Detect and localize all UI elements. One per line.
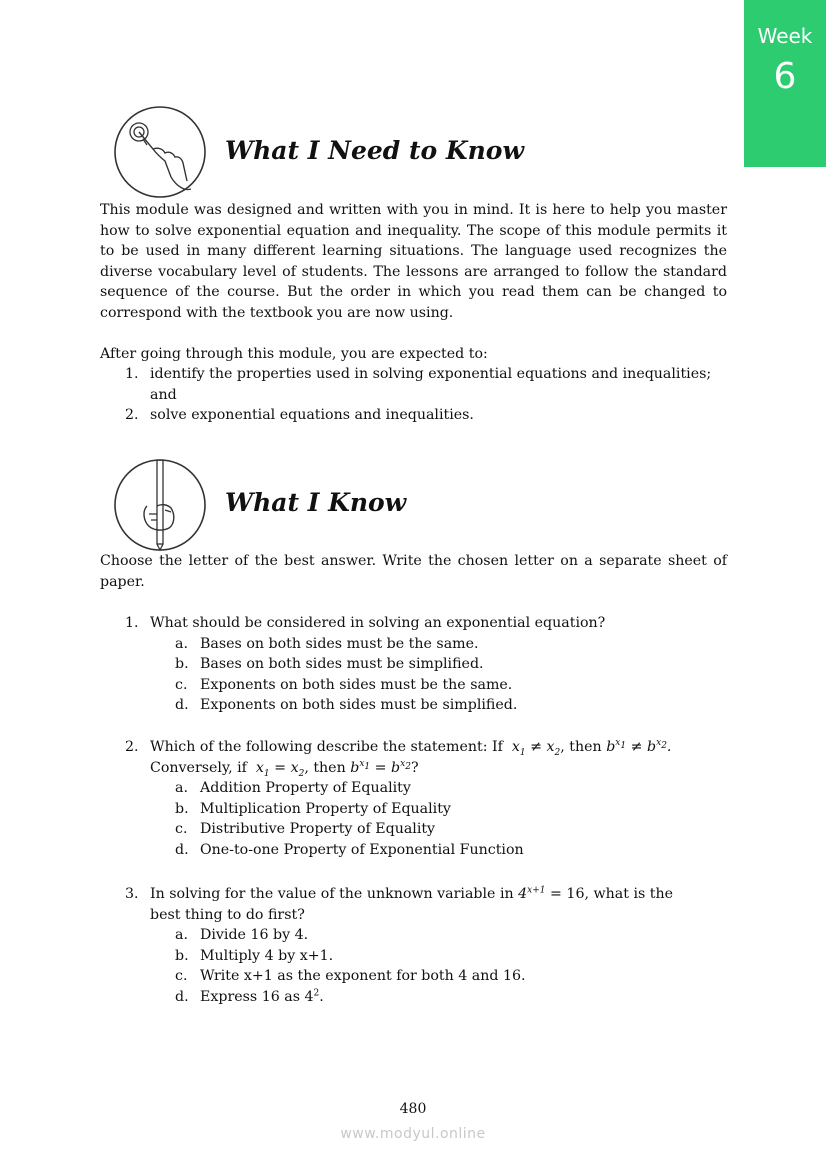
question-text: , then: [304, 759, 346, 776]
option-text: Addition Property of Equality: [200, 780, 411, 797]
option-letter: b.: [175, 947, 189, 964]
option-text: .: [319, 988, 324, 1005]
question-continuation: [100, 758, 740, 779]
question-text: Which of the following describe the statement: If: [150, 739, 503, 755]
question-number: 3.: [125, 886, 139, 902]
week-number: 6: [773, 56, 797, 97]
pointing-hand-icon: [113, 105, 207, 199]
question-text: Conversely, if: [150, 759, 247, 776]
math-4-power-x-plus-1: $4^{x+1}$: [518, 885, 546, 902]
objective-item: [100, 364, 740, 405]
options-wrapper: [100, 778, 740, 860]
objective-number: 2.: [125, 407, 139, 424]
option-text: Write x+1 as the exponent for both 4 and 16.: [200, 968, 526, 985]
option-item: [100, 675, 740, 696]
option-letter: b.: [175, 800, 189, 817]
option-letter: c.: [175, 676, 188, 693]
objectives-list: [100, 364, 740, 426]
options-list: [100, 634, 740, 716]
watermark: www.modyul.online: [340, 1126, 486, 1142]
question-item: [100, 737, 740, 758]
option-text: Multiplication Property of Equality: [200, 800, 451, 817]
option-text: Exponents on both sides must be simplified.: [200, 697, 518, 714]
option-letter: c.: [175, 821, 188, 838]
section-heading-need-to-know: What I Need to Know: [225, 136, 524, 165]
week-tab: [744, 0, 826, 167]
question-text: What should be considered in solving an exponential equation?: [150, 615, 606, 631]
option-letter: d.: [175, 841, 189, 858]
option-text: Express 16 as 4: [200, 988, 314, 1005]
math-x1-eq-x2: $x_1 = x_2$: [251, 759, 305, 779]
question-2: [100, 737, 740, 861]
question-text: = 16, what is the best thing to do first?: [150, 886, 674, 923]
option-item: [100, 966, 740, 987]
question-item: [100, 884, 740, 925]
instructions-paragraph: Choose the letter of the best answer. Write the chosen letter on a separate sheet of paper.: [100, 553, 727, 590]
options-list: [100, 778, 740, 860]
objectives-lead: After going through this module, you are expected to:: [100, 346, 488, 362]
intro-paragraph: This module was designed and written with you in mind. It is here to help you master how to solve exponential equation and inequality. The scope of this module permits it to be used in many different learning situations. The language used recognizes the diverse vocabulary level of students. The lessons are arranged to follow the standard sequence of the course. But the order in which you read them can be changed to correspond with the textbook you are now using.: [100, 202, 727, 321]
option-superscript: 2: [313, 988, 320, 999]
question-3: [100, 884, 740, 1008]
question-number: 1.: [125, 615, 139, 631]
week-label: Week: [757, 24, 813, 48]
option-letter: a.: [175, 780, 188, 797]
option-text: Multiply 4 by x+1.: [200, 947, 334, 964]
option-text: Bases on both sides must be simplified.: [200, 656, 484, 673]
option-item: [100, 946, 740, 967]
objective-number: 1.: [125, 366, 139, 382]
option-item: [100, 987, 740, 1008]
question-text: , then: [560, 739, 602, 755]
question-number: 2.: [125, 739, 139, 755]
option-text: Distributive Property of Equality: [200, 821, 436, 838]
option-item: [100, 799, 740, 820]
options-list: [100, 925, 740, 1007]
objective-text: identify the properties used in solving exponential equations and inequalities; and: [150, 366, 712, 403]
option-letter: d.: [175, 988, 189, 1005]
option-item: [100, 695, 740, 716]
option-letter: a.: [175, 927, 188, 944]
option-item: [100, 634, 740, 655]
option-item: [100, 840, 740, 861]
objective-text: solve exponential equations and inequalities.: [150, 407, 474, 424]
math-bx1-neq-bx2: $b^{x_1} \ne b^{x_2}$.: [606, 738, 672, 755]
question-item: [100, 613, 740, 634]
objective-item: [100, 405, 740, 426]
option-item: [100, 819, 740, 840]
option-letter: c.: [175, 968, 188, 985]
math-bx1-eq-bx2: $b^{x_1} = b^{x_2}$: [350, 758, 411, 776]
options-wrapper: [100, 634, 740, 716]
options-wrapper: [100, 925, 740, 1007]
option-letter: d.: [175, 697, 189, 714]
section-heading-what-i-know: What I Know: [225, 488, 407, 517]
hand-holding-pencil-icon: [113, 458, 207, 552]
math-x1-neq-x2: $x_1 \ne x_2$: [507, 739, 561, 758]
option-item: [100, 654, 740, 675]
question-text: In solving for the value of the unknown variable in: [150, 886, 514, 902]
question-1: [100, 613, 740, 716]
option-text: One-to-one Property of Exponential Function: [200, 841, 524, 858]
option-text: Bases on both sides must be the same.: [200, 635, 479, 652]
option-letter: b.: [175, 656, 189, 673]
option-text: Exponents on both sides must be the same.: [200, 676, 513, 693]
question-text: ?: [410, 759, 419, 776]
option-text: Divide 16 by 4.: [200, 927, 309, 944]
option-letter: a.: [175, 635, 188, 652]
page-number: 480: [399, 1101, 427, 1117]
option-item: [100, 778, 740, 799]
option-item: [100, 925, 740, 946]
